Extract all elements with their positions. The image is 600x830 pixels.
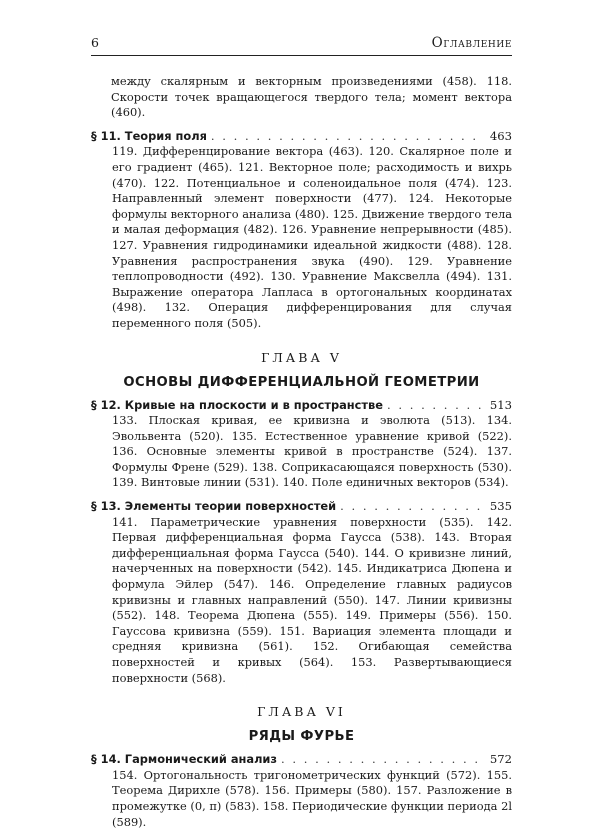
section-contents: 133. Плоская кривая, ее кривизна и эволюта (513). 134. Эвольвента (520). 135. Естественное уравнение кривой (522). 136. Основные элементы кривой в пространстве (524). 137. Формулы Френе (529). 138. Соприкасающаяся поверхность (530). 139. Винтовые линии (531). 140. Поле единичных векторов (534).: [112, 413, 512, 490]
section-title: § 13. Элементы теории поверхностей: [91, 499, 337, 514]
chapter-label: ГЛАВА VI: [257, 704, 346, 720]
dot-leader: [340, 499, 484, 515]
page-number: 6: [91, 35, 99, 50]
section-page: 463: [489, 128, 512, 143]
section-title: § 14. Гармонический анализ: [91, 752, 278, 767]
chapter-title: ОСНОВЫ ДИФФЕРЕНЦИАЛЬНОЙ ГЕОМЕТРИИ: [123, 374, 480, 390]
toc-section-14: [91, 752, 512, 830]
dot-leader: [387, 398, 484, 414]
page-header: [91, 35, 512, 51]
chapter-title: РЯДЫ ФУРЬЕ: [248, 729, 355, 745]
continued-entry-text: между скалярным и векторным произведениями (458). 118. Скорости точек вращающегося твердого тела; момент вектора (460).: [111, 74, 512, 120]
toc-content: [91, 74, 512, 830]
toc-section-13: [91, 499, 512, 686]
section-title: § 11. Теория поля: [91, 128, 207, 143]
chapter-label: ГЛАВА V: [261, 349, 342, 365]
section-contents: 119. Дифференцирование вектора (463). 120. Скалярное поле и его градиент (465). 121. Векторное поле; расходимость и вихрь (470). 122. Потенциальное и соленоидальное поля (474). 123. Направленный элемент поверхности (477). 124. Некоторые формулы векторного анализа (480). 125. Движение твердого тела и малая деформация (482). 126. Уравнение непрерывности (485). 127. Уравнения гидродинамики идеальной жидкости (488). 128. Уравнения распространения звука (490). 129. Уравнение теплопроводности (492). 130. Уравнение Максвелла (494). 131. Выражение оператора Лапласа в ортогональных координатах (498). 132. Операция дифференцирования для случая переменного поля (505).: [112, 144, 512, 330]
section-page: 535: [489, 499, 512, 514]
section-heading[interactable]: [91, 129, 512, 145]
section-page: 513: [489, 397, 512, 412]
header-rule: [91, 55, 512, 56]
section-heading[interactable]: [91, 398, 512, 414]
toc-section-11: [91, 129, 512, 332]
section-page: 572: [489, 752, 512, 767]
toc-section-12: [91, 398, 512, 492]
section-contents: 154. Ортогональность тригонометрических функций (572). 155. Теорема Дирихле (578). 156. Примеры (580). 157. Разложение в промежутке (0, π) (583). 158. Периодические функции периода 2l (589).: [112, 767, 512, 829]
section-heading[interactable]: [91, 499, 512, 515]
dot-leader: [211, 129, 484, 145]
running-title: Оглавление: [431, 35, 512, 51]
section-heading[interactable]: [91, 752, 512, 768]
section-contents: 141. Параметрические уравнения поверхности (535). 142. Первая дифференциальная форма Гаусса (538). 143. Вторая дифференциальная форма Гаусса (540). 144. О кривизне линий, начерченных на поверхности (542). 145. Индикатриса Дюпена и формула Эйлер (547). 146. Определение главных радиусов кривизны и главных направлений (550). 147. Линии кривизны (552). 148. Теорема Дюпена (555). 149. Примеры (556). 150. Гауссова кривизна (559). 151. Вариация элемента площади и средняя кривизна (561). 152. Огибающая семейства поверхностей и кривых (564). 153. Развертывающиеся поверхности (568).: [112, 514, 512, 685]
section-title: § 12. Кривые на плоскости и в пространстве: [91, 397, 383, 412]
dot-leader: [281, 752, 484, 768]
